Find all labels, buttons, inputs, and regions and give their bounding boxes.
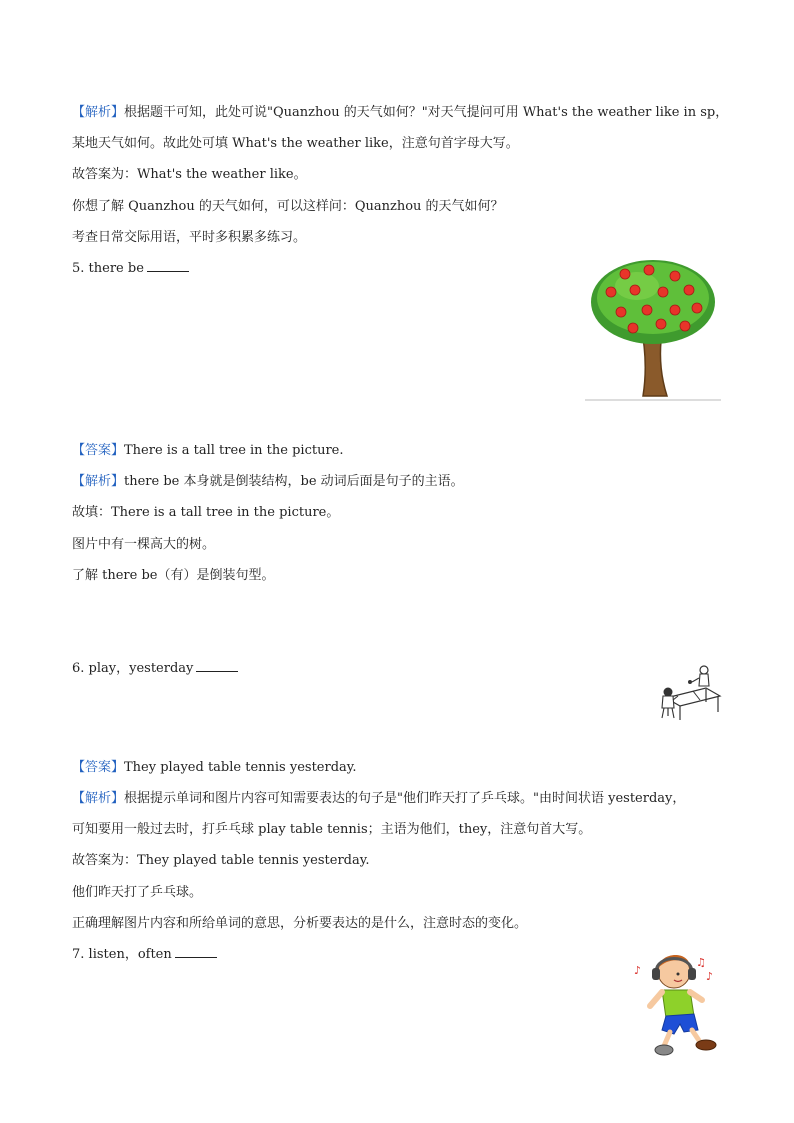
analysis-tag: 【解析】 [72, 105, 125, 120]
question-5-analysis [72, 473, 464, 491]
analysis-tag: 【解析】 [72, 791, 125, 806]
question-5-translation: 图片中有一棵高大的树。 [72, 537, 216, 552]
analysis-text: 根据题干可知，此处可说"Quanzhou 的天气如何？"对天气提问可用 What's the weather like in sp， [124, 105, 729, 120]
question-5-prompt [72, 260, 189, 278]
question-6-prompt [72, 660, 238, 678]
table-tennis-icon [654, 660, 724, 722]
analysis-tag: 【解析】 [72, 474, 125, 489]
svg-text:♫: ♫ [696, 956, 706, 969]
answer-blank [147, 260, 189, 272]
answer-text: They played table tennis yesterday. [124, 760, 357, 775]
svg-text:♪: ♪ [706, 970, 714, 983]
question-7-prompt [72, 946, 217, 964]
question-6-translation: 他们昨天打了乒乓球。 [72, 885, 203, 900]
question-5-fill: 故填：There is a tall tree in the picture。 [72, 505, 340, 520]
question-6-fill: 故答案为：They played table tennis yesterday. [72, 853, 370, 868]
answer-tag: 【答案】 [72, 443, 125, 458]
note-line-2: 考查日常交际用语，平时多积累多练习。 [72, 230, 307, 245]
analysis-line-2: 某地天气如何。故此处可填 What's the weather like，注意句首字母大写。 [72, 136, 519, 151]
question-5-text: 5. there be [72, 261, 144, 276]
question-5-note: 了解 there be（有）是倒装句型。 [72, 568, 275, 583]
analysis-text: there be 本身就是倒装结构，be 动词后面是句子的主语。 [124, 474, 464, 489]
apple-tree-icon [585, 256, 721, 402]
question-6-analysis-1 [72, 790, 685, 808]
note-line-1: 你想了解 Quanzhou 的天气如何，可以这样问：Quanzhou 的天气如何？ [72, 199, 504, 214]
boy-listening-music-icon [630, 944, 726, 1062]
question-6-answer [72, 759, 357, 777]
svg-text:♪: ♪ [634, 964, 642, 977]
answer-line: 故答案为：What's the weather like。 [72, 167, 307, 182]
question-7-text: 7. listen，often [72, 947, 172, 962]
answer-blank [175, 946, 217, 958]
question-6-analysis-2: 可知要用一般过去时，打乒乓球 play table tennis；主语为他们，they，注意句首大写。 [72, 822, 592, 837]
answer-tag: 【答案】 [72, 760, 125, 775]
answer-text: There is a tall tree in the picture. [124, 443, 344, 458]
question-6-note: 正确理解图片内容和所给单词的意思，分析要表达的是什么，注意时态的变化。 [72, 916, 528, 931]
question-5-answer [72, 442, 344, 460]
question-6-text: 6. play，yesterday [72, 661, 194, 676]
analysis-text: 根据提示单词和图片内容可知需要表达的句子是"他们昨天打了乒乓球。"由时间状语 yesterday， [124, 791, 686, 806]
answer-blank [196, 660, 238, 672]
analysis-line-1 [72, 104, 728, 122]
